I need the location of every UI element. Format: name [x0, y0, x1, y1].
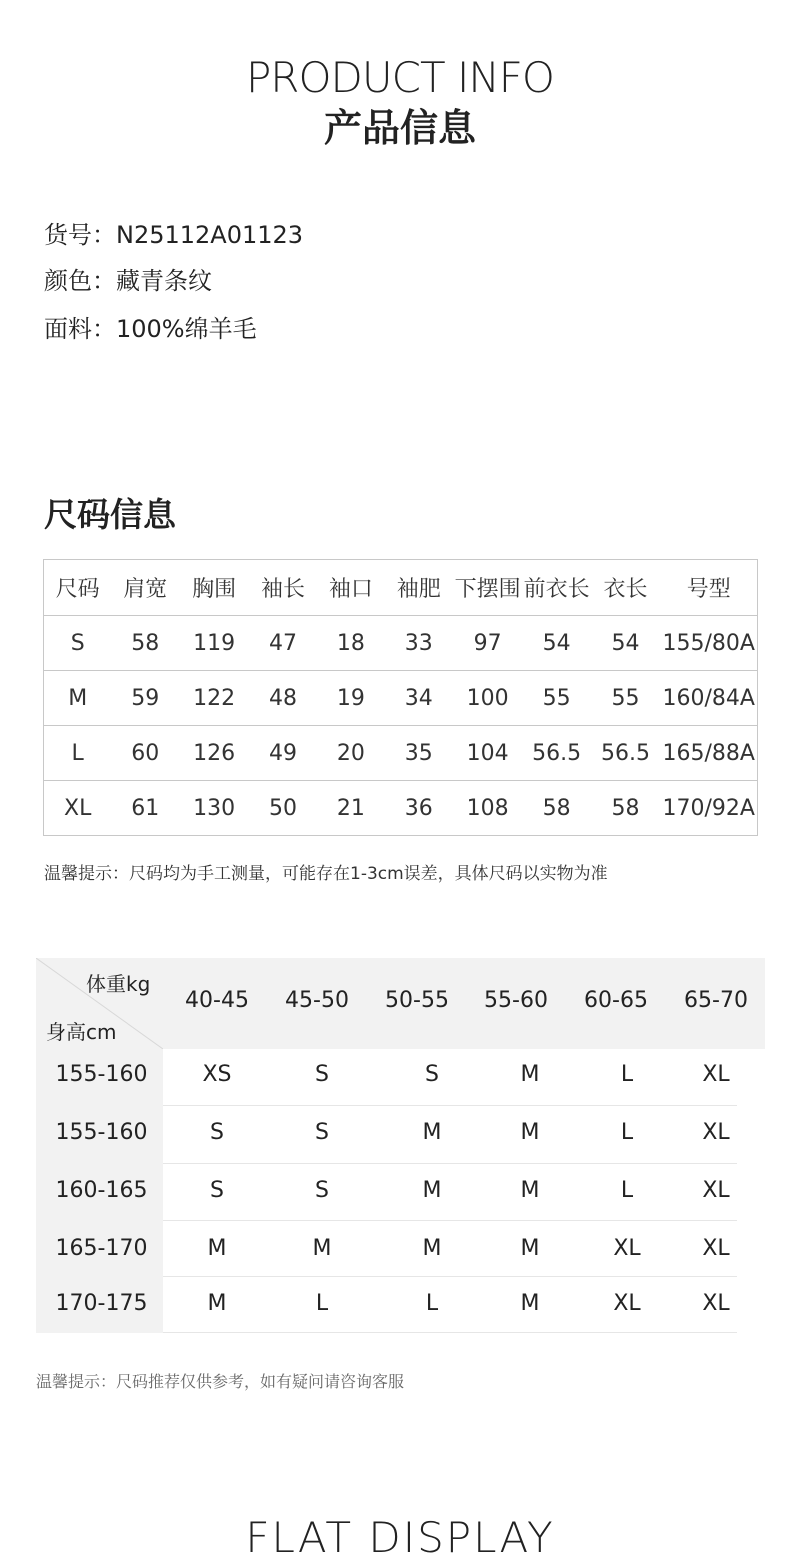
- table-cell: 18: [317, 616, 385, 671]
- column-header: 袖长: [249, 560, 317, 616]
- material-line: 面料：100%绵羊毛: [44, 315, 257, 343]
- row-divider: [163, 1332, 737, 1333]
- table-cell: 100: [453, 671, 523, 726]
- table-row: [44, 726, 758, 781]
- table-cell: 33: [385, 616, 453, 671]
- weight-range-header: 50-55: [385, 988, 449, 1013]
- size-cell: L: [620, 1178, 634, 1203]
- size-cell: M: [207, 1291, 227, 1316]
- table-cell: 56.5: [591, 726, 661, 781]
- column-header: 袖肥: [385, 560, 453, 616]
- table-cell: S: [44, 616, 112, 671]
- row-divider: [163, 1105, 737, 1106]
- table-cell: 58: [111, 616, 179, 671]
- table-cell: L: [44, 726, 112, 781]
- row-divider: [163, 1276, 737, 1277]
- column-header: 袖口: [317, 560, 385, 616]
- table-cell: 47: [249, 616, 317, 671]
- height-range: 165-170: [55, 1236, 148, 1261]
- table-cell: 21: [317, 781, 385, 836]
- table-cell: 59: [111, 671, 179, 726]
- size-cell: M: [422, 1178, 442, 1203]
- size-cell: M: [207, 1236, 227, 1261]
- size-cell: S: [315, 1120, 329, 1145]
- size-cell: L: [620, 1062, 634, 1087]
- size-cell: XL: [702, 1178, 730, 1203]
- table-row: [44, 671, 758, 726]
- height-range: 155-160: [55, 1062, 148, 1087]
- size-cell: L: [425, 1291, 439, 1316]
- column-header: 胸围: [179, 560, 249, 616]
- size-cell: M: [520, 1291, 540, 1316]
- size-table-header: [44, 560, 758, 616]
- table-cell: 54: [591, 616, 661, 671]
- row-divider: [163, 1220, 737, 1221]
- table-cell: 97: [453, 616, 523, 671]
- column-header: 衣长: [591, 560, 661, 616]
- size-cell: M: [520, 1062, 540, 1087]
- size-cell: M: [422, 1120, 442, 1145]
- table-cell: 55: [523, 671, 591, 726]
- column-header: 号型: [660, 560, 757, 616]
- size-cell: S: [210, 1120, 224, 1145]
- table-cell: 35: [385, 726, 453, 781]
- flat-display-title: FLAT DISPLAY: [245, 1513, 555, 1562]
- size-cell: M: [312, 1236, 332, 1261]
- size-cell: L: [620, 1120, 634, 1145]
- table-cell: 122: [179, 671, 249, 726]
- table-cell: 130: [179, 781, 249, 836]
- size-recommendation-grid: [36, 958, 765, 1333]
- product-info-title-en: PRODUCT INFO: [245, 53, 554, 102]
- size-cell: S: [315, 1062, 329, 1087]
- table-cell: 36: [385, 781, 453, 836]
- table-cell: 170/92A: [660, 781, 757, 836]
- table-cell: 50: [249, 781, 317, 836]
- table-cell: 60: [111, 726, 179, 781]
- table-cell: 48: [249, 671, 317, 726]
- size-cell: S: [210, 1178, 224, 1203]
- size-cell: L: [315, 1291, 329, 1316]
- table-cell: 54: [523, 616, 591, 671]
- table-cell: 20: [317, 726, 385, 781]
- column-header: 肩宽: [111, 560, 179, 616]
- column-header: 下摆围: [453, 560, 523, 616]
- table-row: [44, 781, 758, 836]
- weight-range-header: 40-45: [185, 988, 249, 1013]
- weight-range-header: 45-50: [285, 988, 349, 1013]
- size-cell: S: [315, 1178, 329, 1203]
- sku-line: 货号：N25112A01123: [44, 221, 304, 249]
- table-cell: 19: [317, 671, 385, 726]
- table-cell: XL: [44, 781, 112, 836]
- height-range: 160-165: [55, 1178, 148, 1203]
- size-info-title: 尺码信息: [44, 495, 176, 534]
- table-cell: 61: [111, 781, 179, 836]
- table-cell: 56.5: [523, 726, 591, 781]
- size-cell: XL: [702, 1291, 730, 1316]
- table-cell: 119: [179, 616, 249, 671]
- column-header: 前衣长: [523, 560, 591, 616]
- height-label: 身高cm: [46, 1020, 117, 1044]
- color-line: 颜色：藏青条纹: [44, 267, 212, 295]
- size-note: 温馨提示：尺码均为手工测量，可能存在1-3cm误差，具体尺码以实物为准: [44, 864, 608, 884]
- size-cell: M: [422, 1236, 442, 1261]
- size-cell: XL: [702, 1236, 730, 1261]
- size-cell: XL: [613, 1236, 641, 1261]
- table-cell: 58: [523, 781, 591, 836]
- table-cell: 58: [591, 781, 661, 836]
- table-cell: 165/88A: [660, 726, 757, 781]
- size-cell: S: [425, 1062, 439, 1087]
- table-cell: 34: [385, 671, 453, 726]
- table-row: [44, 616, 758, 671]
- size-table: [43, 559, 758, 836]
- table-cell: 108: [453, 781, 523, 836]
- row-divider: [163, 1163, 737, 1164]
- weight-range-header: 55-60: [484, 988, 548, 1013]
- column-header: 尺码: [44, 560, 112, 616]
- recommendation-note: 温馨提示：尺码推荐仅供参考，如有疑问请咨询客服: [36, 1372, 405, 1391]
- table-cell: 155/80A: [660, 616, 757, 671]
- table-cell: 49: [249, 726, 317, 781]
- table-cell: M: [44, 671, 112, 726]
- size-cell: XS: [202, 1062, 232, 1087]
- size-cell: M: [520, 1236, 540, 1261]
- table-cell: 160/84A: [660, 671, 757, 726]
- size-cell: XL: [702, 1120, 730, 1145]
- table-cell: 55: [591, 671, 661, 726]
- weight-label: 体重kg: [86, 972, 151, 996]
- height-range: 170-175: [55, 1291, 148, 1316]
- height-range: 155-160: [55, 1120, 148, 1145]
- size-cell: XL: [702, 1062, 730, 1087]
- table-cell: 104: [453, 726, 523, 781]
- size-cell: M: [520, 1178, 540, 1203]
- table-cell: 126: [179, 726, 249, 781]
- size-cell: M: [520, 1120, 540, 1145]
- product-info-title-cn: 产品信息: [323, 106, 476, 150]
- weight-range-header: 65-70: [684, 988, 748, 1013]
- weight-range-header: 60-65: [584, 988, 648, 1013]
- size-cell: XL: [613, 1291, 641, 1316]
